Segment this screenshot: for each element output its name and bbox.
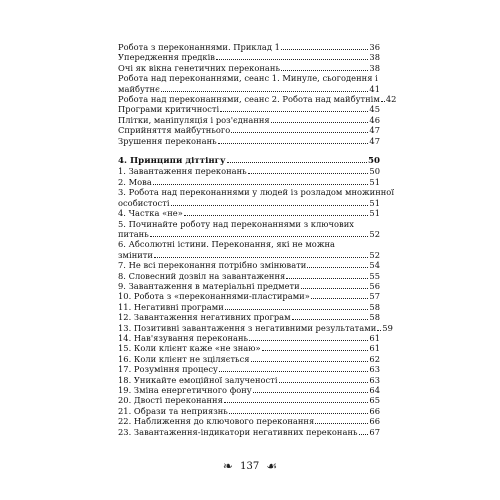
dot-leader xyxy=(377,329,381,331)
toc-entry-page-number: 52 xyxy=(369,228,380,239)
toc-entry-title: 18. Уникайте емоційної залученості xyxy=(118,374,278,385)
toc-entry[interactable] xyxy=(118,302,380,312)
toc-entry-title: Робота з переконаннями. Приклад 1 xyxy=(118,42,280,52)
toc-entry-page-number: 45 xyxy=(369,104,380,115)
toc-entry-title: особистості xyxy=(118,197,170,208)
toc-chapter-entries xyxy=(118,166,394,437)
dot-leader xyxy=(216,58,368,60)
dot-leader xyxy=(271,121,369,123)
dot-leader xyxy=(220,110,368,112)
toc-entry-page-number: 61 xyxy=(369,343,380,354)
toc-entry-title: Очі як вікна генетичних переконань xyxy=(118,62,280,73)
dot-leader xyxy=(262,349,369,351)
toc-entry-title-line: Робота над переконаннями, сеанс 1. Минуле, сьогодення і xyxy=(118,73,378,84)
toc-entry-page-number: 63 xyxy=(369,374,380,385)
toc-entry-title: Сприйняття майбутнього xyxy=(118,125,231,136)
toc-entry[interactable] xyxy=(118,63,380,73)
dot-leader xyxy=(248,172,369,174)
toc-entry[interactable] xyxy=(118,115,380,125)
toc-entry[interactable] xyxy=(118,416,380,426)
toc-entry-page-number: 54 xyxy=(369,260,380,271)
toc-section-continued xyxy=(118,42,397,146)
toc-entry-title: 10. Робота з «переконаннями-пластирами» xyxy=(118,291,310,302)
toc-entry-page-number: 46 xyxy=(369,114,380,125)
page-footer xyxy=(0,459,500,473)
toc-entry-page-number: 47 xyxy=(369,135,380,146)
toc-entry-page-number: 58 xyxy=(369,312,380,323)
toc-entry-page-number: 51 xyxy=(369,208,380,219)
toc-entry-page-number: 67 xyxy=(369,426,380,437)
toc-entry[interactable] xyxy=(118,364,380,374)
toc-entry-title: Програми критичності xyxy=(118,104,220,115)
toc-entry-title: Плітки, маніпуляція і роз'єднання xyxy=(118,114,270,125)
toc-entry-page-number: 66 xyxy=(369,405,380,416)
ornament-right-icon: ☙ xyxy=(266,459,278,473)
toc-entry[interactable] xyxy=(118,104,380,114)
toc-entry-page-number: 52 xyxy=(369,249,380,260)
toc-entry-page-number: 65 xyxy=(369,395,380,406)
dot-leader xyxy=(279,381,369,383)
toc-entry[interactable] xyxy=(118,136,380,146)
toc-entry-title: майбутнє xyxy=(118,83,160,94)
dot-leader xyxy=(225,308,369,310)
toc-entry-title: 21. Образи та неприязнь xyxy=(118,405,228,416)
dot-leader xyxy=(154,256,368,258)
toc-entry[interactable] xyxy=(118,281,380,291)
toc-entry[interactable] xyxy=(118,73,380,94)
toc-entry-title: 14. Нав'язування переконань xyxy=(118,332,249,343)
dot-leader xyxy=(281,48,368,50)
dot-leader xyxy=(253,391,369,393)
toc-entry-page-number: 51 xyxy=(369,176,380,187)
toc-entry[interactable] xyxy=(118,427,380,437)
dot-leader xyxy=(249,339,368,341)
toc-entry-title: 9. Завантаження в матеріальні предмети xyxy=(118,280,300,291)
toc-entry-title: 11. Негативні програми xyxy=(118,301,224,312)
toc-entry-page-number: 55 xyxy=(369,270,380,281)
toc-entry-page-number: 62 xyxy=(369,353,380,364)
toc-entry-title: 19. Зміна енергетичного фону xyxy=(118,385,252,395)
toc-entry-page-number: 50 xyxy=(369,166,380,177)
toc-entry-title: Упередження предків xyxy=(118,52,215,63)
dot-leader xyxy=(281,69,368,71)
toc-entry[interactable] xyxy=(118,239,380,260)
toc-entry-title: 17. Розуміння процесу xyxy=(118,364,218,375)
dot-leader xyxy=(301,287,369,289)
section-spacer xyxy=(118,146,380,156)
toc-entry-page-number: 38 xyxy=(369,62,380,73)
dot-leader xyxy=(251,360,369,362)
chapter-title: 4. Принципи діттінгу xyxy=(118,156,226,167)
dot-leader xyxy=(307,266,368,268)
dot-leader xyxy=(311,297,369,299)
toc-entry-title: 22. Наближення до ключового переконання xyxy=(118,416,315,427)
toc-entry-title: питань xyxy=(118,228,149,239)
toc-entry-title: 8. Словесний дозвіл на завантаження xyxy=(118,270,286,281)
toc-entry[interactable] xyxy=(118,125,380,135)
ornament-left-icon: ❧ xyxy=(222,459,233,473)
toc-entry-page-number: 63 xyxy=(369,364,380,375)
chapter-page-number: 50 xyxy=(368,156,380,167)
toc-entry-title: 7. Не всі переконання потрібно змінювати xyxy=(118,260,307,271)
toc-entry[interactable] xyxy=(118,312,380,322)
toc-entry-page-number: 57 xyxy=(369,291,380,302)
toc-chapter-heading[interactable] xyxy=(118,156,380,166)
dot-leader xyxy=(218,142,369,144)
toc-entry-title: 1. Завантаження переконань xyxy=(118,166,247,177)
toc-entry-page-number: 58 xyxy=(369,301,380,312)
toc-entry-page-number: 38 xyxy=(369,52,380,63)
toc-entry-title: 15. Коли клієнт каже «не знаю» xyxy=(118,343,261,354)
toc-entry-page-number: 36 xyxy=(369,42,380,52)
toc-entry[interactable] xyxy=(118,375,380,385)
toc-entry[interactable] xyxy=(118,322,393,333)
dot-leader xyxy=(150,235,369,237)
dot-leader xyxy=(231,131,368,133)
dot-leader xyxy=(184,214,369,216)
toc-entry[interactable] xyxy=(118,219,380,240)
toc-entry[interactable] xyxy=(118,187,394,208)
toc-entry-page-number: 42 xyxy=(385,94,397,105)
toc-entry[interactable] xyxy=(118,260,380,270)
toc-entry-page-number: 64 xyxy=(369,385,380,395)
dot-leader xyxy=(381,100,385,102)
toc-entry-page-number: 47 xyxy=(369,125,380,136)
dot-leader xyxy=(286,277,368,279)
toc-entry[interactable] xyxy=(118,343,380,353)
toc-entry-title: 23. Завантаження-індикатори негативних переконань xyxy=(118,426,358,437)
dot-leader xyxy=(315,422,368,424)
toc-entry-title: 20. Двості переконання xyxy=(118,395,223,406)
toc-entry-title: Робота над переконаннями, сеанс 2. Робота над майбутнім xyxy=(118,94,380,105)
toc-entry[interactable] xyxy=(118,406,380,416)
toc-entry-title: 2. Мова xyxy=(118,176,152,187)
dot-leader xyxy=(224,401,369,403)
toc-entry-page-number: 56 xyxy=(369,280,380,291)
toc-entry[interactable] xyxy=(118,333,380,343)
toc-entry-title: 13. Позитивні завантаження з негативними результатами xyxy=(118,322,377,333)
toc-entry[interactable] xyxy=(118,52,380,62)
toc-entry-title-line: 5. Починайте роботу над переконаннями з ключових xyxy=(118,218,354,229)
page-number: 137 xyxy=(240,460,260,472)
dot-leader xyxy=(219,370,369,372)
toc-entry[interactable] xyxy=(118,385,380,395)
toc-entry[interactable] xyxy=(118,166,380,176)
dot-leader xyxy=(292,318,369,320)
dot-leader xyxy=(153,183,369,185)
dot-leader xyxy=(161,90,369,92)
dot-leader xyxy=(359,433,369,435)
toc-entry-title: Зрушення переконань xyxy=(118,135,217,146)
table-of-contents xyxy=(118,42,397,437)
toc-entry[interactable] xyxy=(118,177,380,187)
toc-entry-title-line: 6. Абсолютні істини. Переконання, які не можна xyxy=(118,239,335,250)
toc-entry-title-line: 3. Робота над переконаннями у людей із розладом множинної xyxy=(118,187,394,198)
toc-entry[interactable] xyxy=(118,271,380,281)
toc-entry-title: змінити xyxy=(118,249,153,260)
toc-entry-title: 4. Частка «не» xyxy=(118,208,183,219)
dot-leader xyxy=(229,412,369,414)
toc-entry-page-number: 61 xyxy=(369,332,380,343)
toc-entry-title: 12. Завантаження негативних програм xyxy=(118,312,291,323)
toc-entry[interactable] xyxy=(118,94,397,105)
toc-entry-page-number: 41 xyxy=(369,83,380,94)
toc-entry[interactable] xyxy=(118,291,380,301)
toc-entry[interactable] xyxy=(118,354,380,364)
toc-entry[interactable] xyxy=(118,395,380,405)
toc-entry-page-number: 51 xyxy=(369,197,380,208)
toc-entry[interactable] xyxy=(118,208,380,218)
toc-entry[interactable] xyxy=(118,42,380,52)
toc-entry-title: 16. Коли клієнт не зціляється xyxy=(118,353,250,364)
dot-leader xyxy=(171,204,369,206)
toc-entry-page-number: 66 xyxy=(369,416,380,427)
toc-entry-page-number: 59 xyxy=(382,322,393,333)
dot-leader xyxy=(227,161,368,163)
